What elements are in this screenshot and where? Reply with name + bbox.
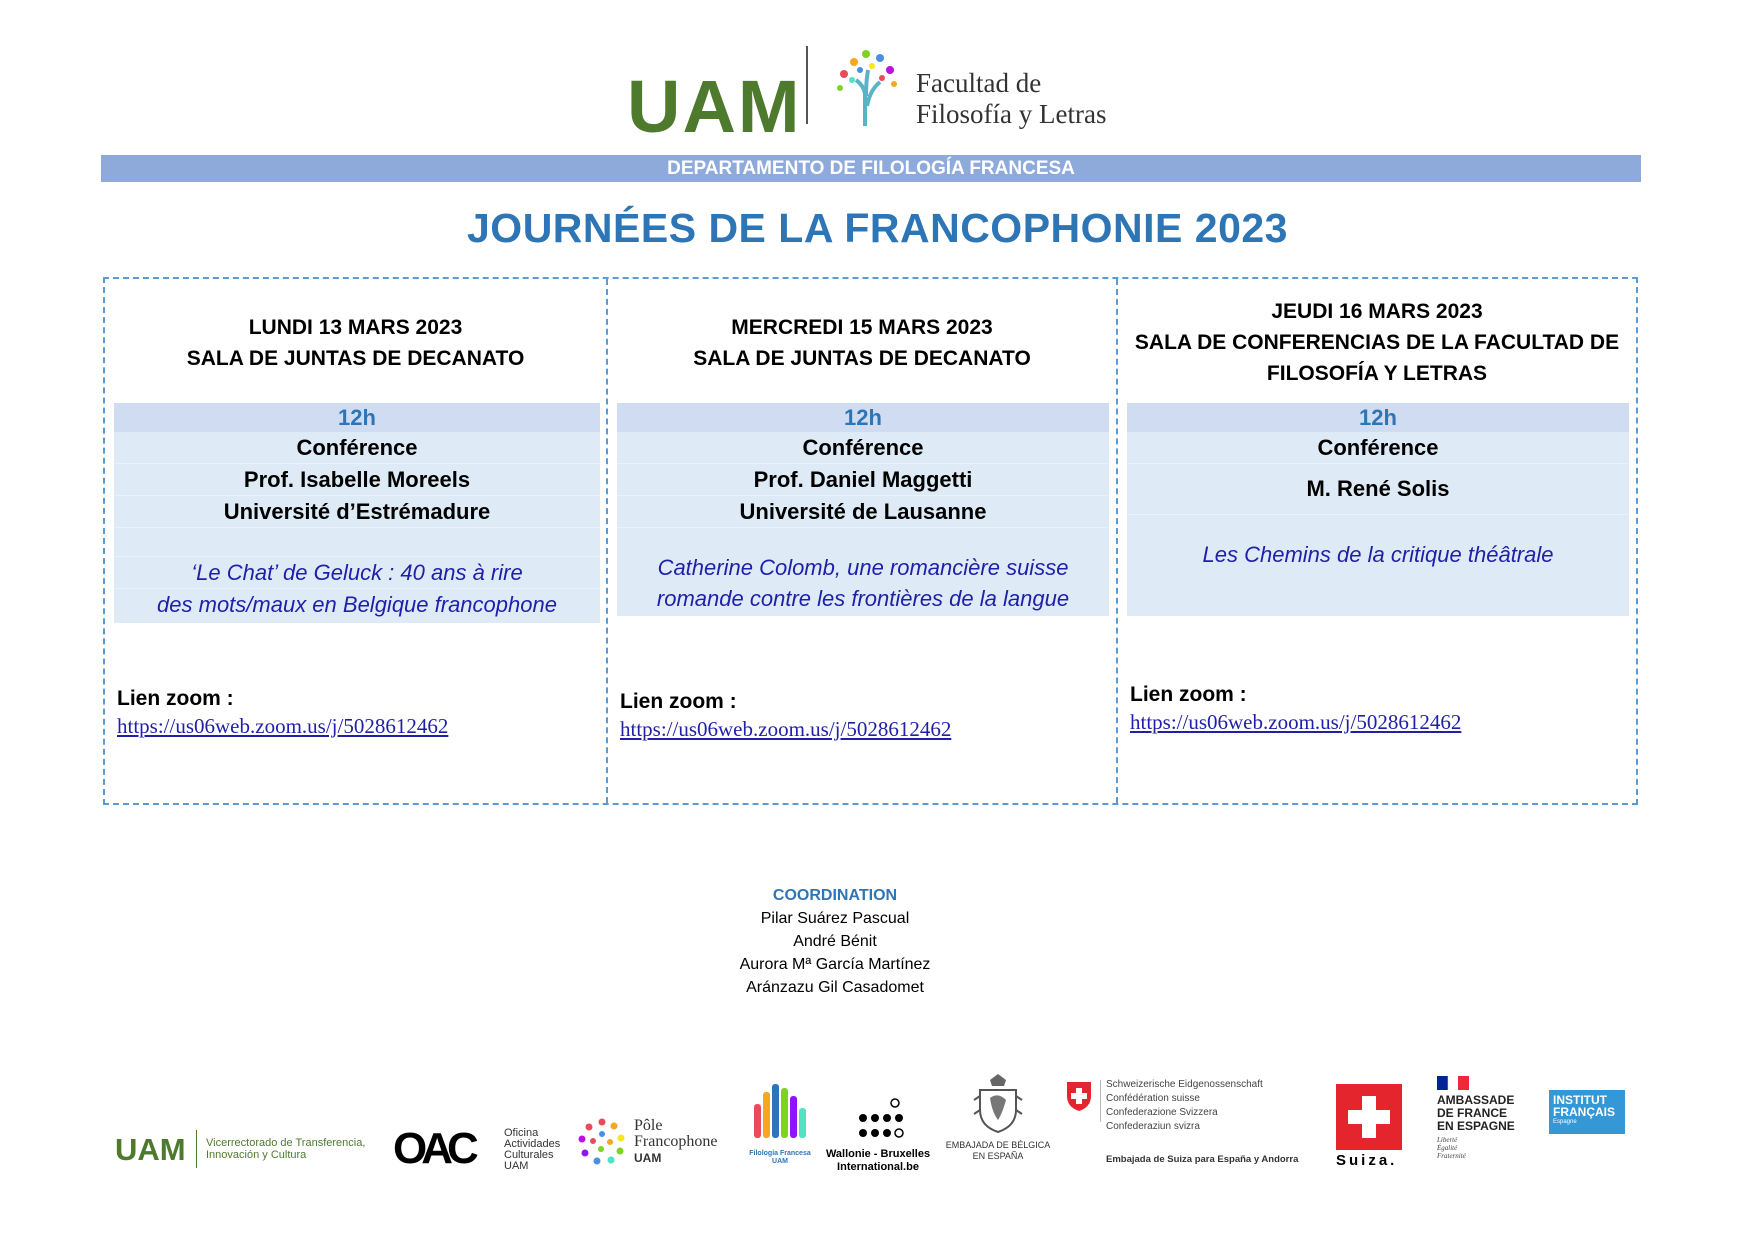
event-time: 12h [114,403,600,432]
zoom-link[interactable]: https://us06web.zoom.us/j/5028612462 [117,714,449,738]
swiss-flag-icon [1336,1084,1402,1150]
zoom-label: Lien zoom : [1130,683,1247,706]
talk-title-line-2: des mots/maux en Belgique francophone [157,592,557,617]
footer-divider [196,1130,197,1168]
wallonie-dots-icon [855,1098,905,1140]
uam-small-logo: UAM [115,1132,186,1167]
vicerrectorado-line-2: Innovación y Cultura [206,1149,307,1161]
belgium-crest-icon [970,1070,1026,1136]
page-title: JOURNÉES DE LA FRANCOPHONIE 2023 [467,205,1288,251]
france-motto-2: Égalité [1437,1144,1458,1152]
france-motto-3: Fraternité [1437,1152,1466,1160]
talk-title-line-1: Catherine Colomb, une romancière suisse [657,555,1069,580]
day-column-thursday [1118,279,1636,803]
tree-icon [832,46,902,128]
event-block [1127,403,1629,616]
swiss-line-4: Confederaziun svizra [1106,1121,1200,1132]
france-motto-1: Liberté [1437,1136,1458,1144]
day-venue-line-2: FILOSOFÍA Y LETRAS [1266,362,1488,385]
belgium-embassy-text [935,1140,1061,1162]
event-speaker: M. René Solis [1127,464,1629,515]
filologia-line-2: UAM [772,1158,788,1165]
zoom-link[interactable]: https://us06web.zoom.us/j/5028612462 [1130,710,1462,734]
event-spacer [617,528,1109,552]
event-spacer [1127,515,1629,539]
institut-line-1: INSTITUT [1553,1093,1607,1107]
filologia-line-1: Filología Francesa [749,1150,811,1157]
pole-francophone-text [634,1118,718,1166]
zoom-link[interactable]: https://us06web.zoom.us/j/5028612462 [620,717,952,741]
day-date: MERCREDI 15 MARS 2023 [731,316,993,339]
department-bar: DEPARTAMENTO DE FILOLOGÍA FRANCESA [101,155,1641,182]
faculty-line-2: Filosofía y Letras [916,99,1107,129]
oac-line-2: Actividades [504,1138,561,1150]
faculty-name [916,68,1106,130]
institut-francais-logo [1549,1090,1625,1134]
wallonie-line-1: Wallonie - Bruxelles [825,1148,931,1160]
day-venue-line-1: SALA DE CONFERENCIAS DE LA FACULTAD DE [1134,331,1620,354]
vicerrectorado-text [206,1137,365,1161]
swiss-embassy-text: Embajada de Suiza para España y Andorra [1106,1154,1299,1165]
france-line-3: EN ESPAGNE [1437,1119,1515,1133]
event-block [617,403,1109,616]
france-motto [1437,1136,1466,1160]
event-type: Conférence [114,432,600,464]
coordinator-name: André Bénit [793,933,877,950]
day-date: LUNDI 13 MARS 2023 [248,316,463,339]
france-embassy-text [1437,1094,1515,1133]
day-venue: SALA DE JUNTAS DE DECANATO [693,347,1031,370]
pole-line-3: UAM [634,1151,662,1165]
day-column-wednesday [608,279,1118,803]
france-line-2: DE FRANCE [1437,1106,1508,1120]
institut-line-3: Espagne [1553,1119,1577,1125]
oac-line-4: UAM [504,1160,529,1172]
talk-title-line-2: romande contre les frontières de la langue [656,586,1070,611]
swiss-line-1: Schweizerische Eidgenossenschaft [1106,1079,1263,1090]
coordinator-name: Aurora Mª García Martínez [739,956,931,973]
event-speaker: Prof. Isabelle Moreels [114,464,600,496]
oac-line-1: Oficina [504,1127,539,1139]
sponsor-logos [0,1070,1755,1190]
institut-line-2: FRANÇAIS [1553,1105,1615,1119]
oac-text [504,1128,560,1172]
uam-logo-text: UAM [627,65,802,148]
filologia-text [742,1150,818,1166]
coordinator-name: Pilar Suárez Pascual [760,910,910,927]
suiza-text: Suiza. [1336,1152,1398,1169]
event-time: 12h [1127,403,1629,432]
wallonie-line-2: International.be [837,1161,919,1173]
schedule-table [103,277,1638,805]
swiss-line-2: Confédération suisse [1106,1093,1200,1104]
event-institution: Université d’Estrémadure [114,496,600,528]
event-type: Conférence [1127,432,1629,464]
event-speaker: Prof. Daniel Maggetti [617,464,1109,496]
zoom-label: Lien zoom : [117,687,234,710]
swiss-line-3: Confederazione Svizzera [1106,1107,1218,1118]
oac-logo: OAC [393,1124,473,1173]
day-venue: SALA DE JUNTAS DE DECANATO [186,347,525,370]
event-type: Conférence [617,432,1109,464]
wallonie-text [818,1148,938,1174]
uam-logo [627,65,802,148]
coordinator-name: Aránzazu Gil Casadomet [746,979,924,996]
day-column-monday [105,279,608,803]
day-header [1118,296,1636,389]
event-time: 12h [617,403,1109,432]
header-divider [806,46,808,124]
event-block [114,403,600,623]
swiss-shield-icon [1065,1080,1093,1112]
talk-title-line-1: ‘Le Chat’ de Geluck : 40 ans à rire [114,557,600,589]
day-header [608,312,1116,374]
event-institution: Université de Lausanne [617,496,1109,528]
french-flag-icon [1437,1076,1469,1090]
header-logos [0,40,1755,148]
day-header [105,312,606,374]
faculty-line-1: Facultad de [916,68,1042,98]
vicerrectorado-line-1: Vicerrectorado de Transferencia, [206,1137,366,1149]
pole-francophone-dots-icon [577,1116,627,1166]
oac-line-3: Culturales [504,1149,554,1161]
swiss-text [1106,1078,1263,1134]
pole-line-1: Pôle [634,1117,663,1134]
talk-title-line-1: Les Chemins de la critique théâtrale [1202,542,1554,567]
day-date: JEUDI 16 MARS 2023 [1271,300,1483,323]
coordination-title: COORDINATION [772,887,898,904]
belgium-line-1: EMBAJADA DE BÉLGICA [945,1140,1051,1150]
swiss-divider [1100,1080,1101,1122]
france-line-1: AMBASSADE [1437,1093,1515,1107]
belgium-line-2: EN ESPAÑA [972,1151,1024,1161]
uam-vicerrectorado-logo [115,1132,186,1168]
filologia-hands-icon [750,1082,810,1146]
event-spacer [114,528,600,557]
coordination-block [640,885,1030,999]
zoom-label: Lien zoom : [620,690,737,713]
pole-line-2: Francophone [634,1133,718,1150]
